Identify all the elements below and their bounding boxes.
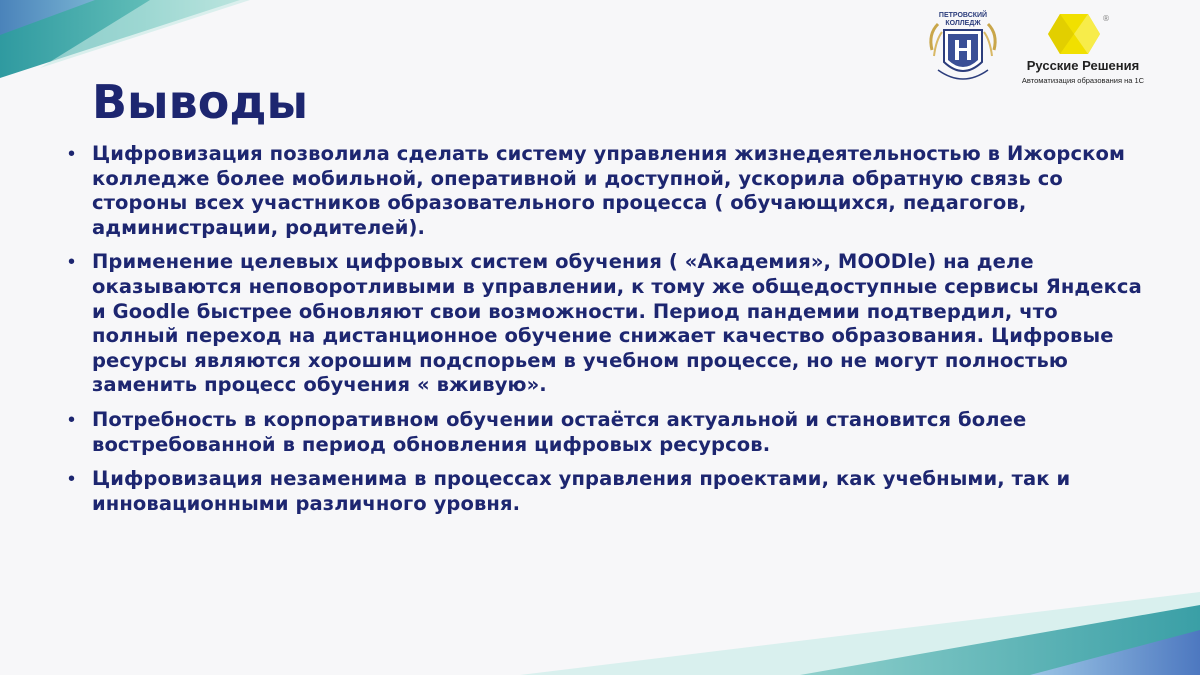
list-item-text: Цифровизация незаменима в процессах управления проектами, как учебными, так и инновационными различного уровня. [92,467,1071,515]
conclusions-list [68,142,1148,526]
list-item [68,250,1148,398]
college-name: ПЕТРОВСКИЙ КОЛЛЕДЖ [938,12,988,27]
bullet-icon: • [68,251,76,274]
list-item-text: Цифровизация позволила сделать систему управления жизнедеятельностью в Ижорском колледже более мобильной, оперативной и доступной, ускорила обратную связь со стороны всех участников образовательного процесса ( обучающихся, педагогов, администрации, родителей). [92,142,1126,239]
list-item [68,408,1148,457]
bullet-icon: • [68,468,76,491]
list-item-text: Применение целевых цифровых систем обучения ( «Академия», MOODle) на деле оказываются неповоротливыми в управлении, к тому же общедоступные сервисы Яндекса и Goodle быстрее обновляют свои возможности. Период пандемии подтвердил, что полный переход на дистанционное обучение снижает качество образования. Цифровые ресурсы являются хорошим подспорьем в учебном процессе, но не могут полностью заменить процесс обучения « вживую». [92,250,1142,397]
bullet-icon: • [68,408,76,431]
list-item [68,467,1148,516]
list-item [68,142,1148,240]
bullet-icon: • [68,143,76,165]
slide-title: Выводы [92,75,309,129]
brand-tagline: Автоматизация образования на 1С [1021,76,1145,85]
list-item-text: Потребность в корпоративном обучении остаётся актуальной и становится более востребованной в период обновления цифровых ресурсов. [92,407,1027,456]
registered-mark: ® [1102,14,1110,23]
brand-name: Русские Решения [1026,58,1140,73]
yellow-cube-icon [1038,12,1108,62]
